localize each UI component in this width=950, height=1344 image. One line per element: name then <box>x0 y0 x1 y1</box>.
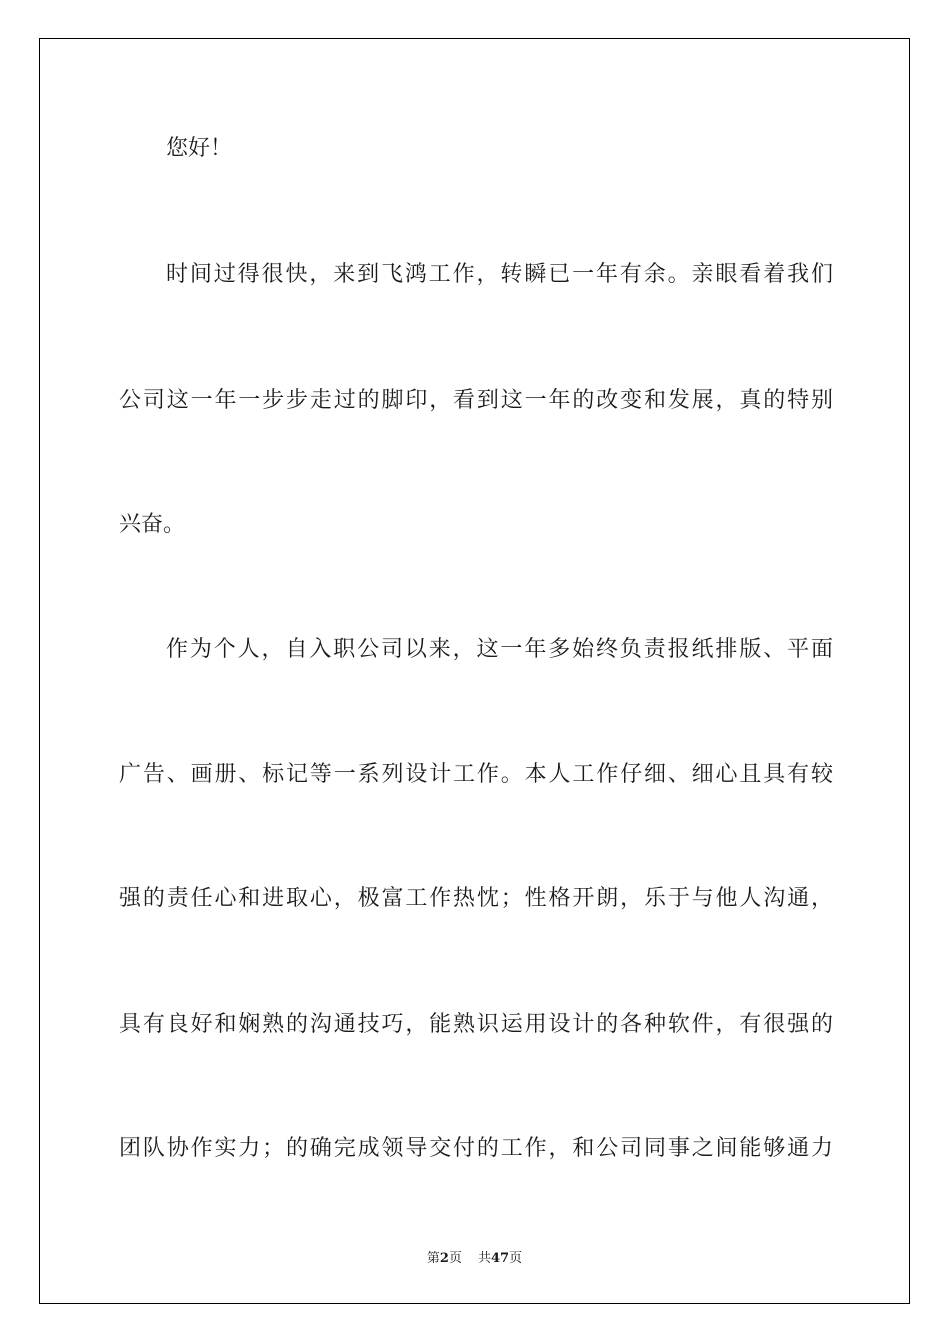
paragraph-line: 广告、画册、标记等一系列设计工作。本人工作仔细、细心且具有较 <box>119 762 833 787</box>
paragraph-line: 强的责任心和进取心，极富工作热忱；性格开朗，乐于与他人沟通， <box>119 886 833 911</box>
paragraph-line: 具有良好和娴熟的沟通技巧，能熟识运用设计的各种软件，有很强的 <box>119 1012 833 1037</box>
page-prefix: 第 <box>426 1251 440 1266</box>
total-prefix: 共 <box>477 1251 491 1266</box>
paragraph-line: 公司这一年一步步走过的脚印，看到这一年的改变和发展，真的特别 <box>119 388 833 413</box>
paragraph-line: 时间过得很快，来到飞鸿工作，转瞬已一年有余。亲眼看着我们 <box>166 262 833 287</box>
paragraph-line: 作为个人，自入职公司以来，这一年多始终负责报纸排版、平面 <box>166 637 833 662</box>
page-number: 2 <box>439 1251 449 1266</box>
page-footer <box>40 1247 909 1266</box>
paragraph-line: 团队协作实力；的确完成领导交付的工作，和公司同事之间能够通力 <box>119 1136 833 1161</box>
total-suffix: 页 <box>509 1251 523 1266</box>
page-suffix: 页 <box>448 1251 462 1266</box>
total-pages: 47 <box>490 1251 510 1266</box>
paragraph-line: 兴奋。 <box>119 512 186 537</box>
document-page <box>39 38 910 1304</box>
greeting-line: 您好！ <box>166 136 233 161</box>
